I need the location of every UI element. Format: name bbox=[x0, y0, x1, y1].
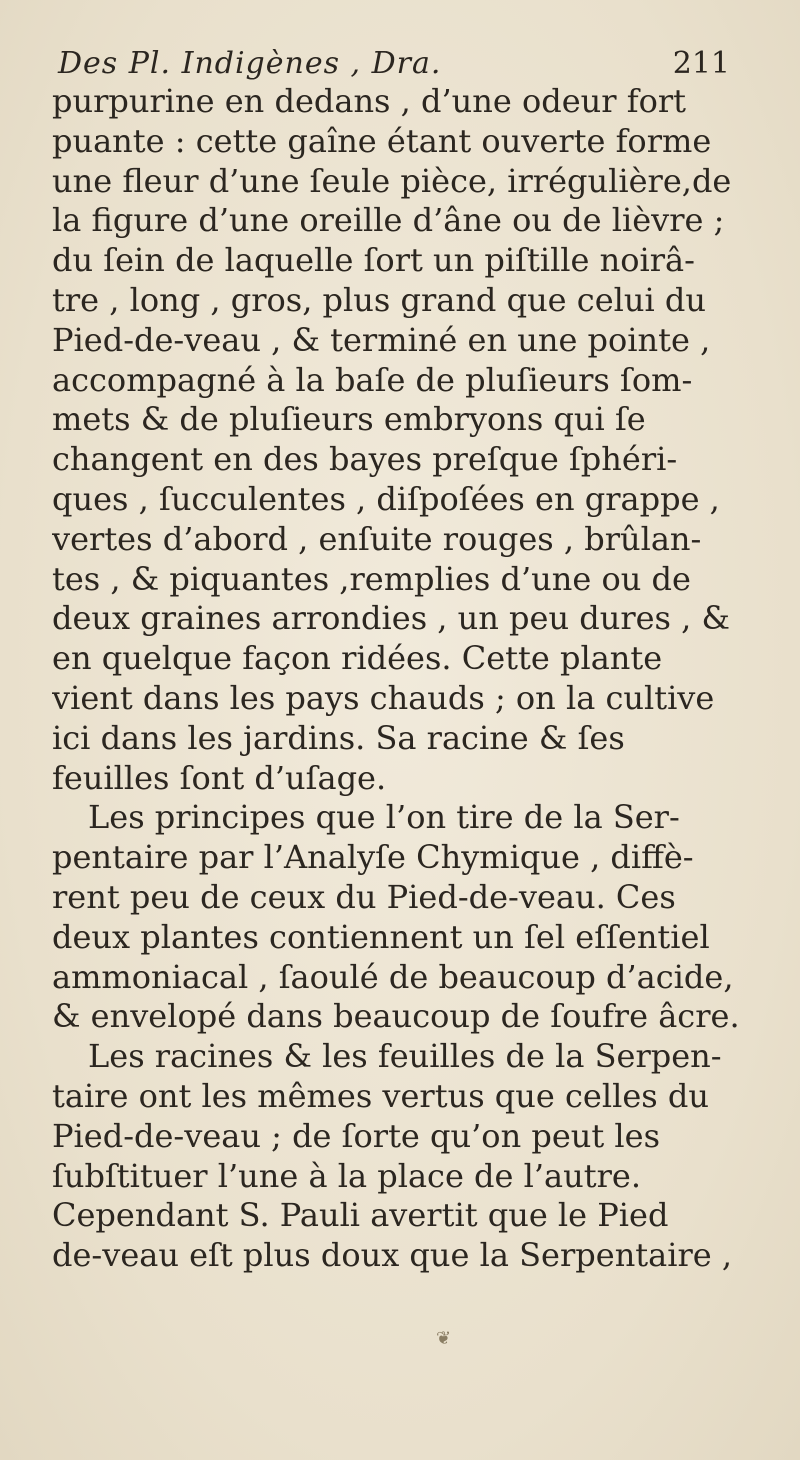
body-text bbox=[52, 82, 742, 1276]
text-line: taire ont les mêmes vertus que celles du bbox=[52, 1076, 709, 1115]
text-line: ſubſtituer l’une à la place de l’autre. bbox=[52, 1156, 641, 1195]
ink-speck: ❦ bbox=[436, 1328, 452, 1349]
text-line: ici dans les jardins. Sa racine & ſes bbox=[52, 718, 625, 757]
paragraph-start-line: Les principes que l’on tire de la Ser- bbox=[88, 798, 680, 837]
text-line: tes , & piquantes ,remplies d’une ou de bbox=[52, 559, 691, 598]
text-line: accompagné à la baſe de pluſieurs ſom- bbox=[52, 360, 693, 399]
text-line: deux plantes contiennent un ſel eſſentiel bbox=[52, 917, 710, 956]
text-line: deux graines arrondies , un peu dures , & bbox=[52, 599, 730, 638]
text-line: purpurine en dedans , d’une odeur fort bbox=[52, 82, 686, 120]
text-line: Cependant S. Pauli avertit que le Pied bbox=[52, 1196, 669, 1235]
text-line: la figure d’une oreille d’âne ou de lièvre ; bbox=[52, 201, 725, 240]
text-line: puante : cette gaîne étant ouverte forme bbox=[52, 121, 712, 160]
text-line: pentaire par l’Analyſe Chymique , diffè- bbox=[52, 838, 694, 877]
text-line: mets & de pluſieurs embryons qui ſe bbox=[52, 400, 646, 439]
text-line: de-veau eſt plus doux que la Serpentaire , bbox=[52, 1236, 733, 1275]
running-title: Des Pl. Indigènes , Dra. bbox=[58, 46, 442, 81]
text-line: tre , long , gros, plus grand que celui du bbox=[52, 280, 706, 319]
paragraph-start-line: Les racines & les feuilles de la Serpen- bbox=[88, 1037, 722, 1076]
text-line: en quelque façon ridées. Cette plante bbox=[52, 639, 663, 678]
text-line: & envelopé dans beaucoup de ſoufre âcre. bbox=[52, 997, 740, 1036]
text-line: rent peu de ceux du Pied-de-veau. Ces bbox=[52, 877, 676, 916]
text-line: feuilles ſont d’uſage. bbox=[52, 758, 387, 797]
text-line: Pied-de-veau ; de ſorte qu’on peut les bbox=[52, 1116, 660, 1155]
page-number: 211 bbox=[672, 46, 730, 81]
text-line: vertes d’abord , enſuite rouges , brûlan- bbox=[52, 519, 702, 558]
text-line: ques , ſucculentes , diſpoſées en grappe , bbox=[52, 479, 720, 518]
text-line: vient dans les pays chauds ; on la cultive bbox=[52, 678, 715, 717]
text-line: du ſein de laquelle ſort un piſtille noirâ- bbox=[52, 241, 695, 280]
text-line: ammoniacal , ſaoulé de beaucoup d’acide, bbox=[52, 957, 734, 996]
text-line: changent en des bayes preſque ſphéri- bbox=[52, 440, 678, 479]
text-line: Pied-de-veau , & terminé en une pointe , bbox=[52, 320, 711, 359]
text-line: une fleur d’une ſeule pièce, irrégulière,de bbox=[52, 161, 732, 200]
